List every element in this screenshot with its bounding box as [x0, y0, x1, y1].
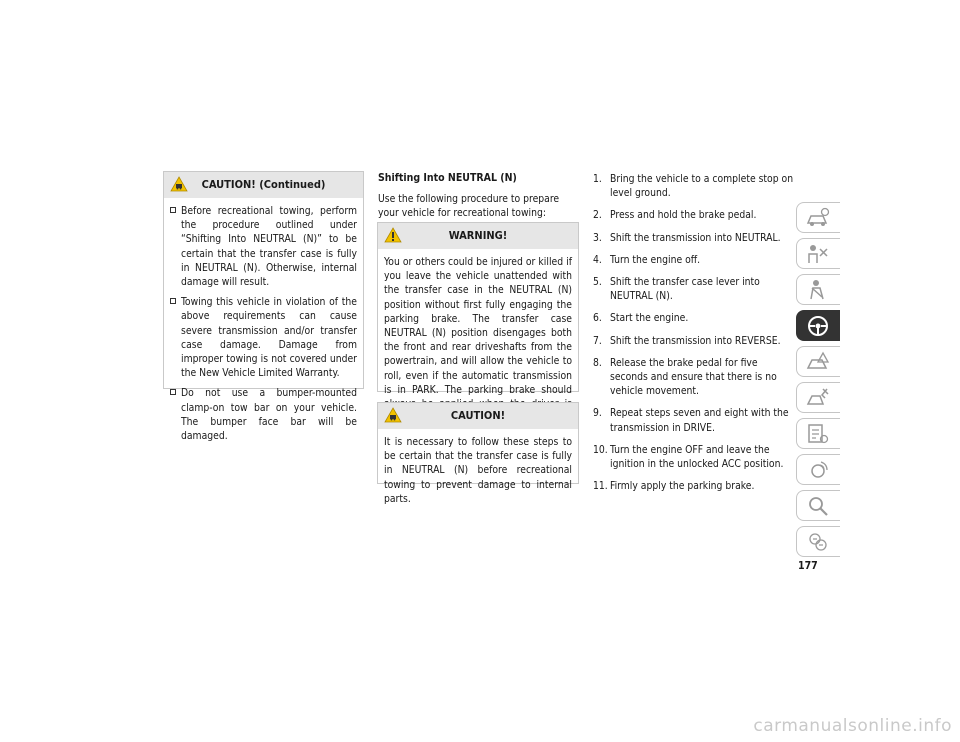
list-item — [593, 479, 795, 493]
page-number: 177 — [798, 560, 818, 572]
procedure-steps — [593, 172, 795, 501]
watermark-footer: carmanualsonline.info — [753, 716, 952, 736]
warning-triangle-icon — [170, 176, 188, 192]
step-text: Repeat steps seven and eight with the transmission in DRIVE. — [610, 407, 789, 434]
caution-bullet: Towing this vehicle in violation of the above requirements can cause severe transmission and/or transfer case damage. Damage from improper towing is not covered under the New Vehicle Limited Warranty. — [170, 295, 357, 380]
warning-triangle-icon — [384, 227, 402, 243]
safety-icon — [806, 243, 830, 265]
section-heading: Shifting Into NEUTRAL (N) — [378, 172, 517, 184]
step-text: Shift the transmission into REVERSE. — [610, 334, 781, 347]
caution-continued-box — [163, 171, 364, 443]
tab-vehicle-info[interactable] — [796, 202, 840, 233]
emergency-icon — [806, 351, 830, 373]
step-number: 7. — [593, 334, 602, 347]
search-icon — [806, 495, 830, 517]
list-item — [593, 311, 795, 325]
list-item — [593, 356, 795, 399]
warning-title: WARNING! — [448, 229, 508, 242]
list-item — [593, 208, 795, 222]
step-text: Bring the vehicle to a complete stop on level ground. — [610, 173, 794, 200]
step-number: 5. — [593, 276, 602, 289]
step-text: Start the engine. — [610, 312, 689, 325]
caution-continued-title: CAUTION! (Continued) — [201, 178, 326, 191]
specifications-icon — [806, 423, 830, 445]
caution-bullet: Before recreational towing, perform the procedure outlined under “Shifting Into NEUTRAL (N)” to be certain that the transfer case is fully in NEUTRAL (N). Otherwise, internal damage will result. — [170, 204, 357, 289]
caution-continued-header — [164, 172, 363, 198]
step-number: 4. — [593, 253, 602, 266]
step-number: 2. — [593, 209, 602, 222]
step-number: 1. — [593, 173, 602, 185]
language-icon — [806, 531, 830, 553]
list-item — [593, 443, 795, 471]
list-item — [593, 253, 795, 267]
step-number: 11. — [593, 480, 608, 493]
tab-languages[interactable] — [796, 526, 840, 557]
tab-safety[interactable] — [796, 238, 840, 269]
caution-header — [378, 403, 578, 429]
caution-bullet: Do not use a bumper-mounted clamp-on tow bar on your vehicle. The bumper face bar will be damaged. — [170, 386, 357, 443]
warning-text: You or others could be injured or killed if you leave the vehicle unattended with the transfer case in the NEUTRAL (N) position without first fully engaging the parking brake. The transfer case NEUTRAL (N) position disengages both the front and rear driveshafts from the powertrain, and will allow the vehicle to roll, even if the automatic transmission is in PARK. The parking brake should — [384, 256, 572, 396]
tab-emergency[interactable] — [796, 346, 840, 377]
tab-specifications[interactable] — [796, 418, 840, 449]
caution-continued-body — [164, 198, 363, 457]
steering-wheel-icon — [806, 315, 830, 337]
step-text: Firmly apply the parking brake. — [610, 480, 755, 493]
step-text: Shift the transfer case lever into NEUTRAL (N). — [610, 276, 760, 303]
list-item — [593, 231, 795, 245]
step-text: Turn the engine off. — [610, 253, 701, 266]
tab-seat-belt[interactable] — [796, 274, 840, 305]
tab-multimedia[interactable] — [796, 454, 840, 485]
step-number: 6. — [593, 312, 602, 325]
tab-index[interactable] — [796, 490, 840, 521]
step-number: 9. — [593, 407, 602, 420]
caution-box — [377, 402, 579, 505]
tab-service[interactable] — [796, 382, 840, 413]
list-item — [593, 275, 795, 303]
step-text: Shift the transmission into NEUTRAL. — [610, 231, 781, 244]
caution-text: It is necessary to follow these steps to be certain that the transfer case is fully in NEUTRAL (N) before recreational towing to prevent damage to internal parts. — [384, 436, 572, 505]
list-item — [593, 172, 795, 200]
step-number: 10. — [593, 443, 608, 456]
warning-header — [378, 223, 578, 249]
step-number: 8. — [593, 356, 602, 369]
tab-starting-operating[interactable] — [796, 310, 840, 341]
step-text: Press and hold the brake pedal. — [610, 209, 757, 222]
list-item — [593, 334, 795, 348]
multimedia-icon — [806, 459, 830, 481]
warning-triangle-icon — [384, 407, 402, 423]
seat-belt-icon — [806, 279, 830, 301]
list-item — [593, 406, 795, 434]
section-intro: Use the following procedure to prepare your vehicle for recreational towing: — [378, 193, 560, 220]
warning-box — [377, 222, 579, 396]
step-text: Turn the engine OFF and leave the ignition in the unlocked ACC position. — [610, 443, 784, 471]
step-text: Release the brake pedal for five seconds and ensure that there is no vehicle movement. — [610, 356, 777, 398]
step-number: 3. — [593, 231, 602, 244]
caution-title: CAUTION! — [450, 409, 506, 422]
vehicle-info-icon — [806, 207, 830, 229]
service-tools-icon — [806, 387, 830, 409]
